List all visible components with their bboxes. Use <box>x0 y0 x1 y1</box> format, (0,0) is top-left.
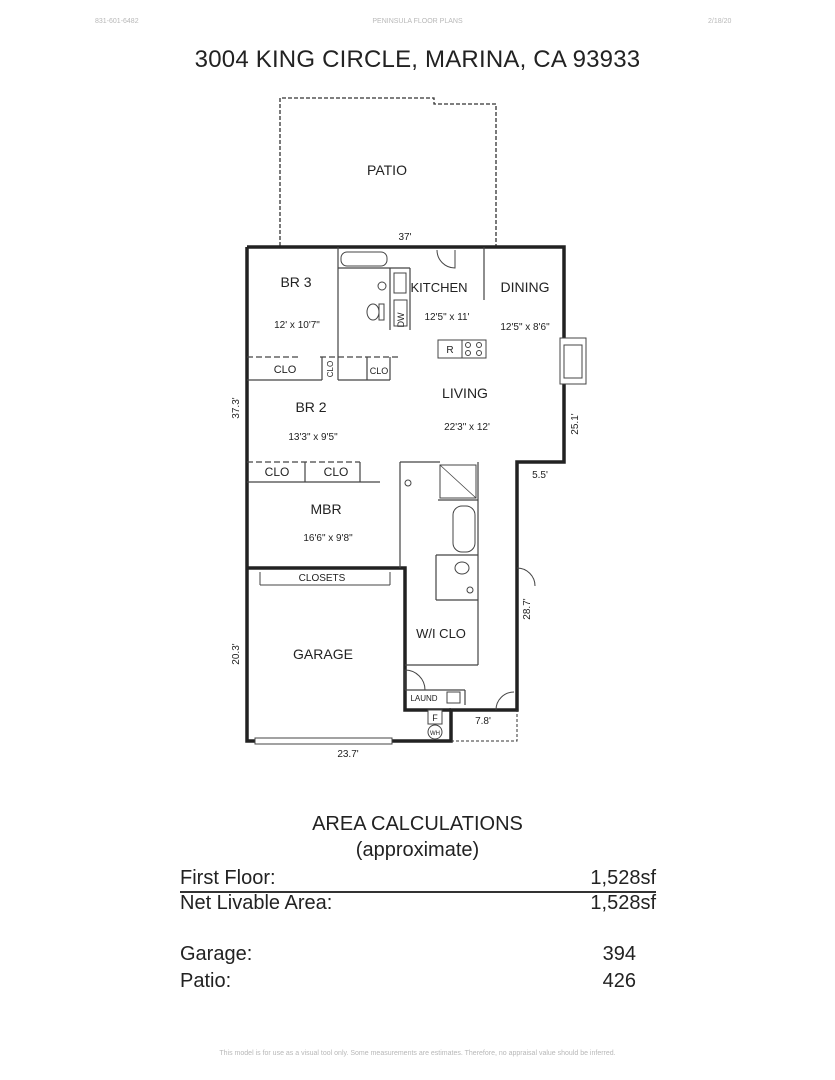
kitchen-sink <box>394 273 406 293</box>
area-row-first-floor <box>180 867 656 893</box>
dim-notch: 5.5' <box>532 470 548 481</box>
clo-br3: CLO <box>273 364 297 376</box>
room-br2: BR 2 <box>295 399 327 415</box>
dim-right-upper: 25.1' <box>570 413 581 435</box>
mbr-sink <box>405 480 411 486</box>
burner-4 <box>477 351 482 356</box>
garage-door <box>255 738 392 744</box>
room-living: LIVING <box>442 385 488 401</box>
room-patio: PATIO <box>367 162 407 178</box>
disclaimer: This model is for use as a visual tool only. Some measurements are estimates. Therefore, no appraisal value should be inferred. <box>219 1050 616 1057</box>
room-br3-size: 12' x 10'7" <box>274 320 320 331</box>
burner-2 <box>477 343 482 348</box>
dim-top: 37' <box>398 232 412 243</box>
rear-door-arc <box>496 692 514 710</box>
sink-hall <box>378 282 386 290</box>
clo-vertical: CLO <box>326 360 335 378</box>
toilet-hall <box>367 304 379 320</box>
dim-bottom: 23.7' <box>337 749 359 760</box>
dim-left-upper: 37.3' <box>231 397 242 419</box>
cooktop <box>462 340 486 358</box>
dim-left-lower: 20.3' <box>231 643 242 665</box>
clo-mbr-1: CLO <box>264 465 290 479</box>
clo-hall: CLO <box>369 366 389 376</box>
net-livable-value: 1,528sf <box>590 892 656 914</box>
header-date: 2/18/20 <box>708 18 732 25</box>
burner-3 <box>466 351 471 356</box>
burner-1 <box>466 343 471 348</box>
room-mbr: MBR <box>310 501 342 517</box>
room-dining-size: 12'5" x 8'6" <box>500 322 550 333</box>
dim-right-lower: 28.7' <box>522 598 533 620</box>
kitchen-door-arc <box>437 250 455 268</box>
master-sink <box>467 587 473 593</box>
first-floor-value: 1,528sf <box>590 867 656 889</box>
shower-diag <box>440 465 476 498</box>
room-living-size: 22'3" x 12' <box>444 422 490 433</box>
area-subtitle: (approximate) <box>355 839 480 861</box>
side-door-arc <box>517 568 535 586</box>
garage-closets-label: CLOSETS <box>298 573 346 584</box>
room-mbr-size: 16'6" x 9'8" <box>303 533 353 544</box>
patio-area-label: Patio: <box>180 970 232 992</box>
room-laund: LAUND <box>410 694 438 703</box>
room-dining: DINING <box>500 279 550 295</box>
room-wi-clo: W/I CLO <box>416 626 466 641</box>
bathtub-hall <box>341 252 387 266</box>
furnace-label: F <box>432 713 438 723</box>
dim-bottom-right: 7.8' <box>475 716 491 727</box>
room-kitchen-size: 12'5" x 11' <box>424 312 470 323</box>
garage-area-label: Garage: <box>180 943 253 965</box>
room-garage: GARAGE <box>293 646 353 662</box>
net-livable-label: Net Livable Area: <box>180 892 333 914</box>
first-floor-label: First Floor: <box>180 867 276 889</box>
water-heater-label: WH <box>430 731 440 737</box>
room-kitchen: KITCHEN <box>410 280 468 295</box>
area-title: AREA CALCULATIONS <box>312 813 523 835</box>
range-label: R <box>446 345 454 356</box>
garage-area-value: 394 <box>602 943 636 965</box>
header-company: PENINSULA FLOOR PLANS <box>372 18 463 25</box>
laundry-door-arc <box>405 670 425 690</box>
master-tub <box>453 506 475 552</box>
header-phone: 831-601-6482 <box>95 18 139 25</box>
washer <box>447 692 460 703</box>
room-br3: BR 3 <box>280 274 312 290</box>
room-br2-size: 13'3" x 9'5" <box>288 432 338 443</box>
dw-label: DW <box>396 312 406 328</box>
patio-area-value: 426 <box>602 970 636 992</box>
master-toilet <box>455 562 469 574</box>
property-address: 3004 KING CIRCLE, MARINA, CA 93933 <box>194 46 641 73</box>
clo-mbr-2: CLO <box>323 465 349 479</box>
toilet-tank-hall <box>379 304 384 320</box>
